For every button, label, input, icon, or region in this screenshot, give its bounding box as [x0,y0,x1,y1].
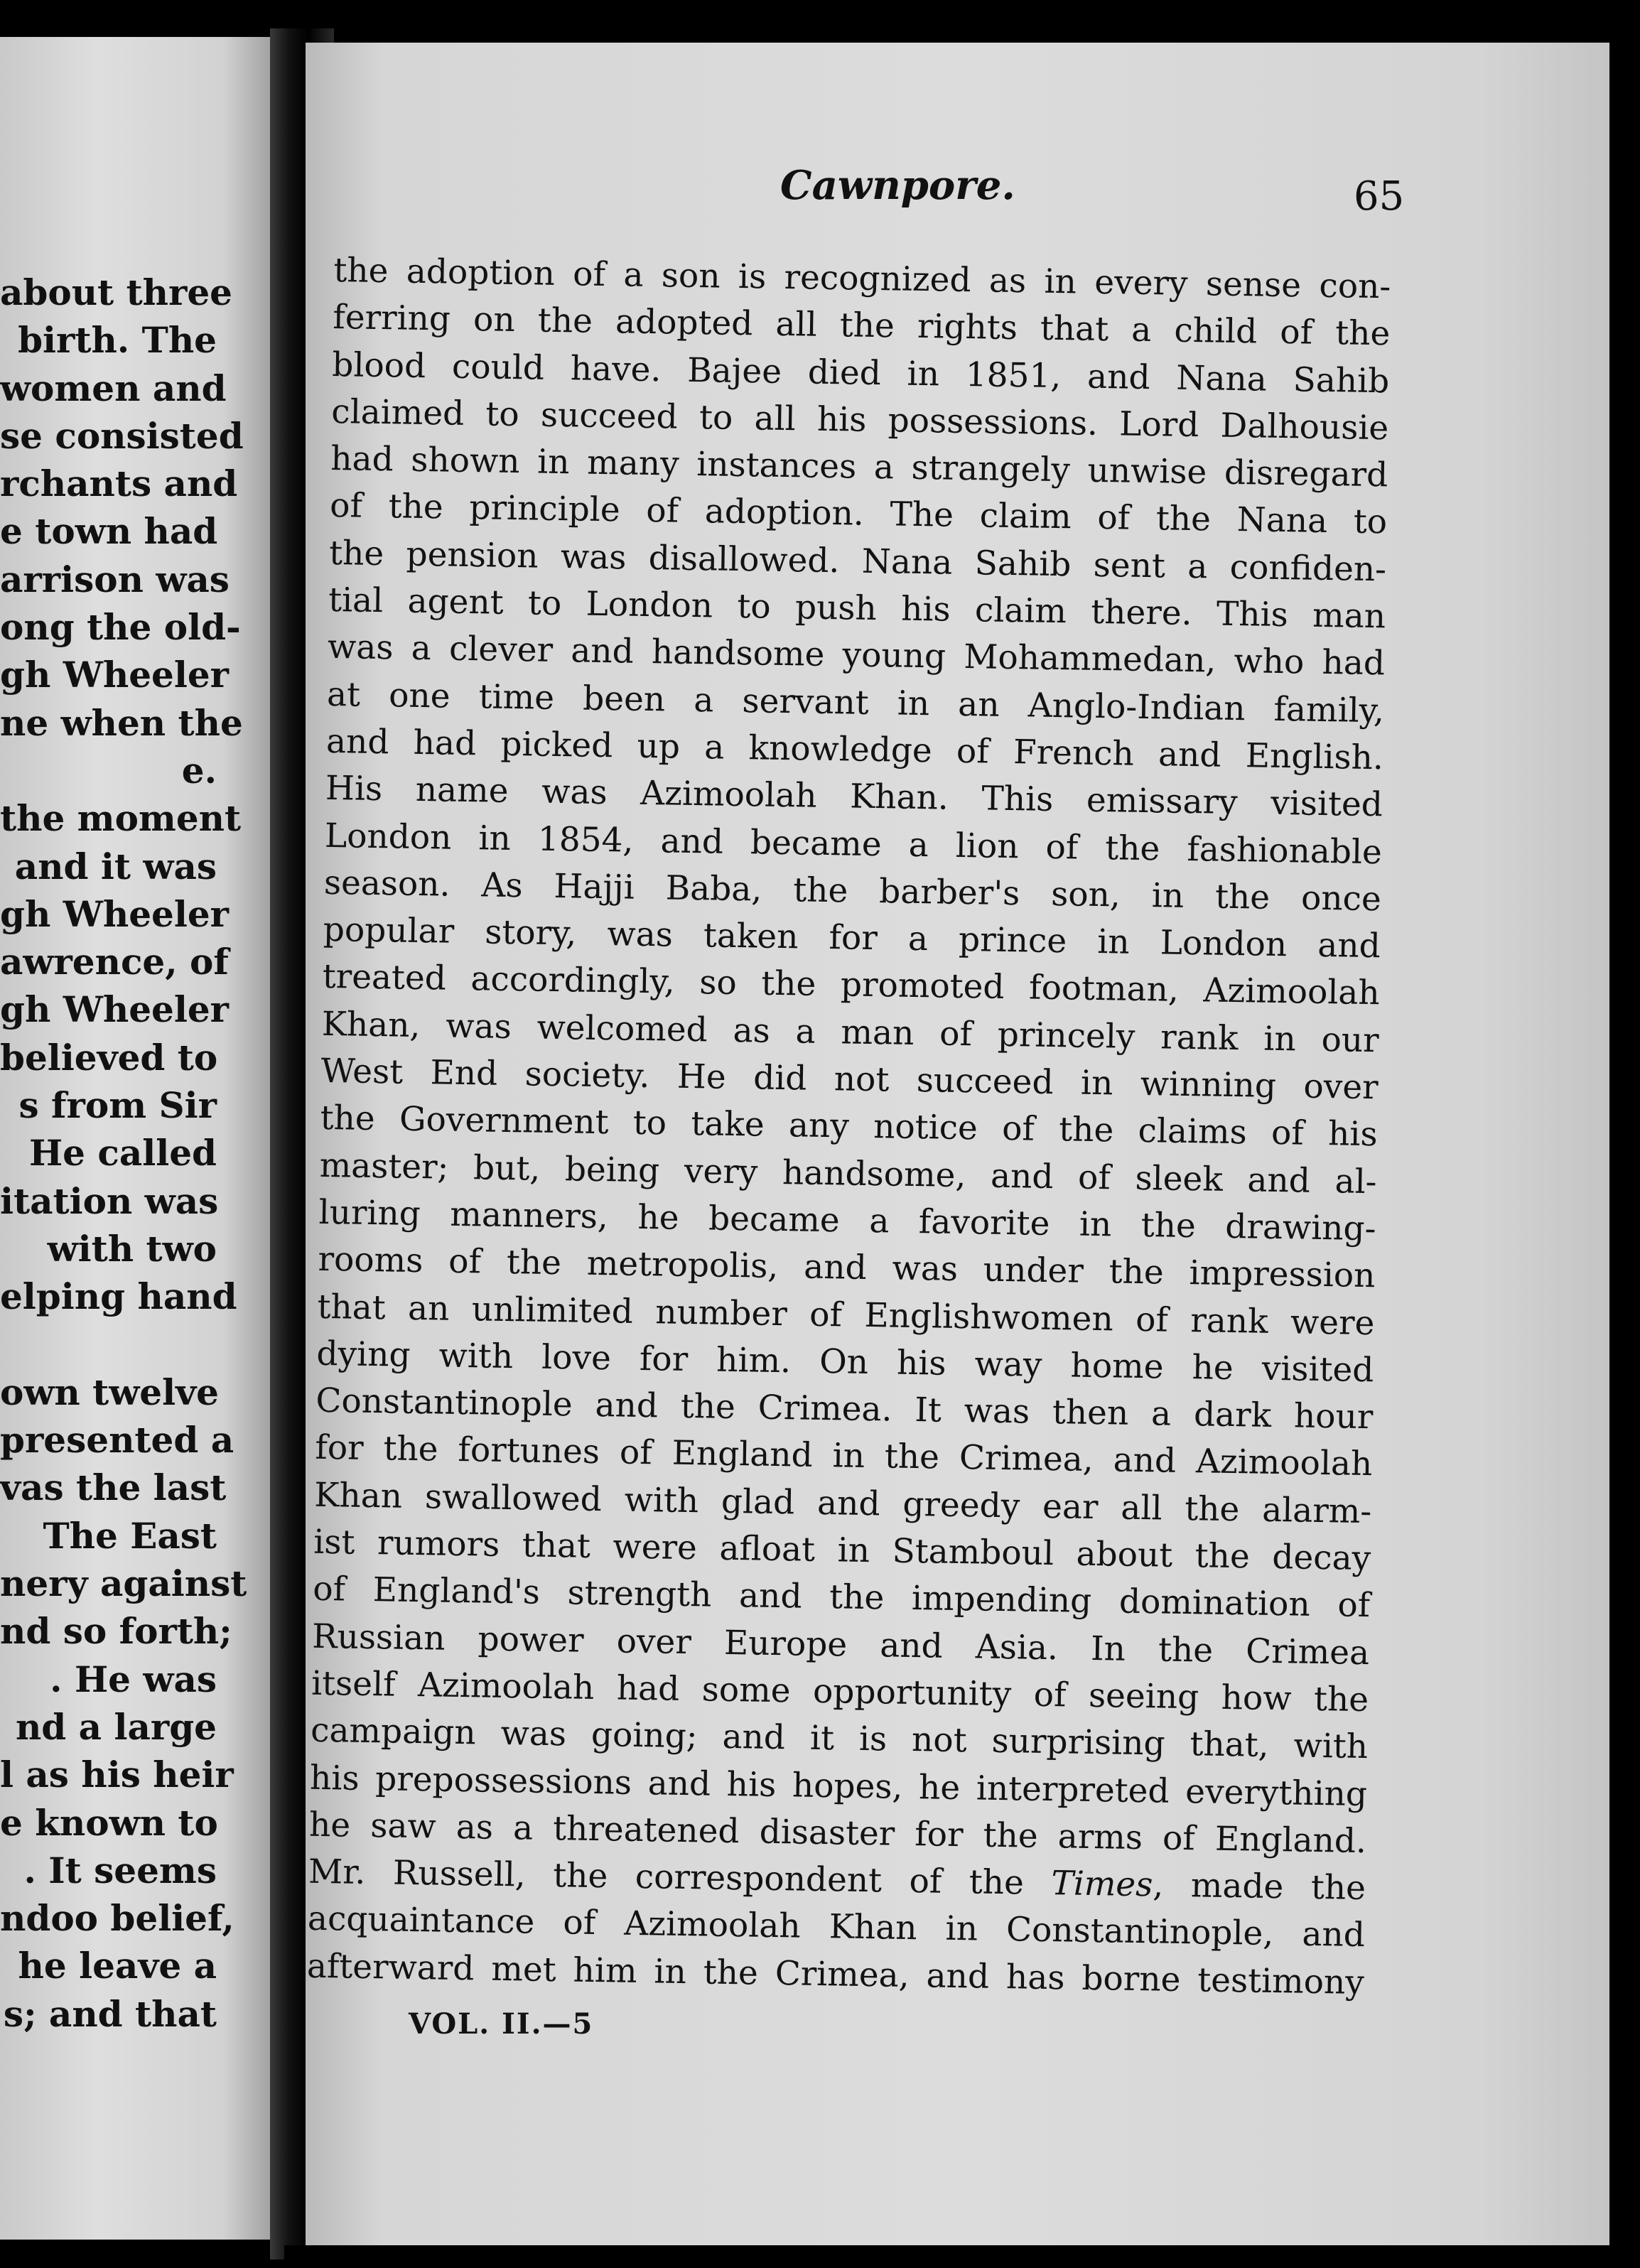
left-page-line: arrison was [0,558,230,600]
body-text-line: Khan, was welcomed as a man of princely rank in our [321,1004,1380,1060]
newspaper-title: Times [1051,1864,1153,1905]
body-text-line: he saw as a threatened disaster for the arms of England. [308,1805,1367,1861]
left-page-line: birth. The [18,319,217,362]
left-page-line: se consisted [0,414,244,457]
body-text-line: Russian power over Europe and Asia. In the Crimea [311,1616,1370,1673]
left-page-line: l as his heir [0,1754,234,1796]
left-page-line: nery against [0,1562,247,1605]
body-text-line: ist rumors that were afloat in Stamboul about the decay [313,1522,1371,1579]
left-page-line: He called [28,1132,217,1174]
left-page-text [0,269,247,2038]
left-page-line: the moment [0,797,242,840]
left-page-line: e known to [0,1801,218,1844]
body-text-line: and had picked up a knowledge of French and English. [325,721,1384,778]
body-text-line: itself Azimoolah had some opportunity of seeing how the [311,1663,1369,1720]
body-text-line: Khan swallowed with glad and greedy ear all the alarm- [313,1475,1372,1531]
body-text-line: of the principle of adoption. The claim of the Nana to [329,486,1388,542]
left-page-line: The East [43,1514,217,1557]
left-page-line: rchants and [0,463,238,505]
body-text-line: at one time been a servant in an Anglo-Indian family, [326,674,1385,730]
body-text-line: claimed to succeed to all his possessions. Lord Dalhousie [330,392,1389,448]
left-page-line: ong the old- [0,606,241,649]
left-page-line: . It seems [23,1849,217,1891]
body-text-line: ferring on the adopted all the rights that a child of the [333,298,1391,354]
body-text-line: had shown in many instances a strangely unwise disregard [330,439,1388,495]
left-page-line: believed to [0,1036,218,1079]
left-page-line: and it was [14,845,217,887]
left-page-line: with two [47,1227,217,1270]
left-page-line: awrence, of [0,941,229,983]
left-page-line: he leave a [18,1945,217,1987]
left-page-line: gh Wheeler [0,988,229,1031]
body-text-line: dying with love for him. On his way home he visited [316,1334,1374,1390]
body-text-line: season. As Hajji Baba, the barber's son, in the once [323,863,1382,919]
left-page-fragment [0,37,279,2240]
body-text-line: Constantinople and the Crimea. It was then a dark hour [315,1381,1374,1437]
scan-bottom-edge [284,2245,1640,2268]
left-page-line: s; and that [3,1992,217,2035]
body-text-line: the pension was disallowed. Nana Sahib sent a confiden- [328,533,1387,590]
left-page-line: about three [0,271,232,313]
left-page-line: nd a large [15,1705,217,1748]
body-text-line: popular story, was taken for a prince in London and [323,910,1381,966]
body-text-line: His name was Azimoolah Khan. This emissary visited [325,769,1383,825]
left-page-line [0,1321,217,1368]
running-title: Cawnpore. [780,162,1015,209]
signature-mark: VOL. II.—5 [409,2007,594,2041]
body-text-line: master; but, being very handsome, and of sleek and al- [319,1145,1377,1202]
running-head [306,162,1609,219]
body-text-line: afterward met him in the Crimea, and has borne testimony [306,1946,1365,2002]
body-text-line: rooms of the metropolis, and was under the impression [318,1240,1376,1296]
left-page-line: elping hand [0,1275,237,1318]
body-text-line: his prepossessions and his hopes, he interpreted everything [309,1758,1368,1814]
left-page-line: . He was [50,1658,217,1700]
body-text-line: that an unlimited number of Englishwomen of rank were [317,1287,1375,1343]
left-page-line: nd so forth; [0,1610,232,1653]
page-number: 65 [1354,173,1405,220]
body-text-line: for the fortunes of England in the Crimea, and Azimoolah [315,1428,1373,1484]
left-page-line: gh Wheeler [0,892,229,935]
left-page-line: itation was [0,1179,219,1222]
body-text-line: Mr. Russell, the correspondent of the Times, made the [308,1852,1366,1908]
left-page-line: s from Sir [18,1084,217,1127]
left-page-line: ne when the [0,701,243,744]
left-page-line: own twelve [0,1371,219,1413]
body-text-line: treated accordingly, so the promoted footman, Azimoolah [322,957,1381,1013]
left-page-line: e town had [0,510,218,553]
left-page-line: gh Wheeler [0,654,229,696]
left-page-line: e. [181,749,217,792]
left-page-line: vas the last [0,1467,227,1509]
body-text-line: acquaintance of Azimoolah Khan in Constantinople, and [307,1899,1366,1955]
left-page-line: ndoo belief, [0,1897,234,1940]
body-text-line: campaign was going; and it is not surprising that, with [310,1710,1369,1767]
left-page-line: women and [0,367,227,409]
body-text-line: tial agent to London to push his claim there. This man [328,580,1386,637]
right-page [306,43,1609,2252]
body-text-line: the Government to take any notice of the claims of his [320,1098,1378,1155]
body-text [306,247,1391,2007]
body-text-line: luring manners, he became a favorite in the drawing- [318,1192,1376,1249]
body-text-line: was a clever and handsome young Mohammedan, who had [327,627,1386,684]
body-text-line: blood could have. Bajee died in 1851, and Nana Sahib [331,345,1390,401]
left-page-line: presented a [0,1419,234,1462]
body-text-line: the adoption of a son is recognized as in every sense con- [333,250,1391,307]
body-text-line: of England's strength and the impending domination of [312,1570,1371,1626]
body-text-line: West End society. He did not succeed in winning over [320,1051,1379,1108]
body-text-line: London in 1854, and became a lion of the fashionable [324,816,1383,872]
